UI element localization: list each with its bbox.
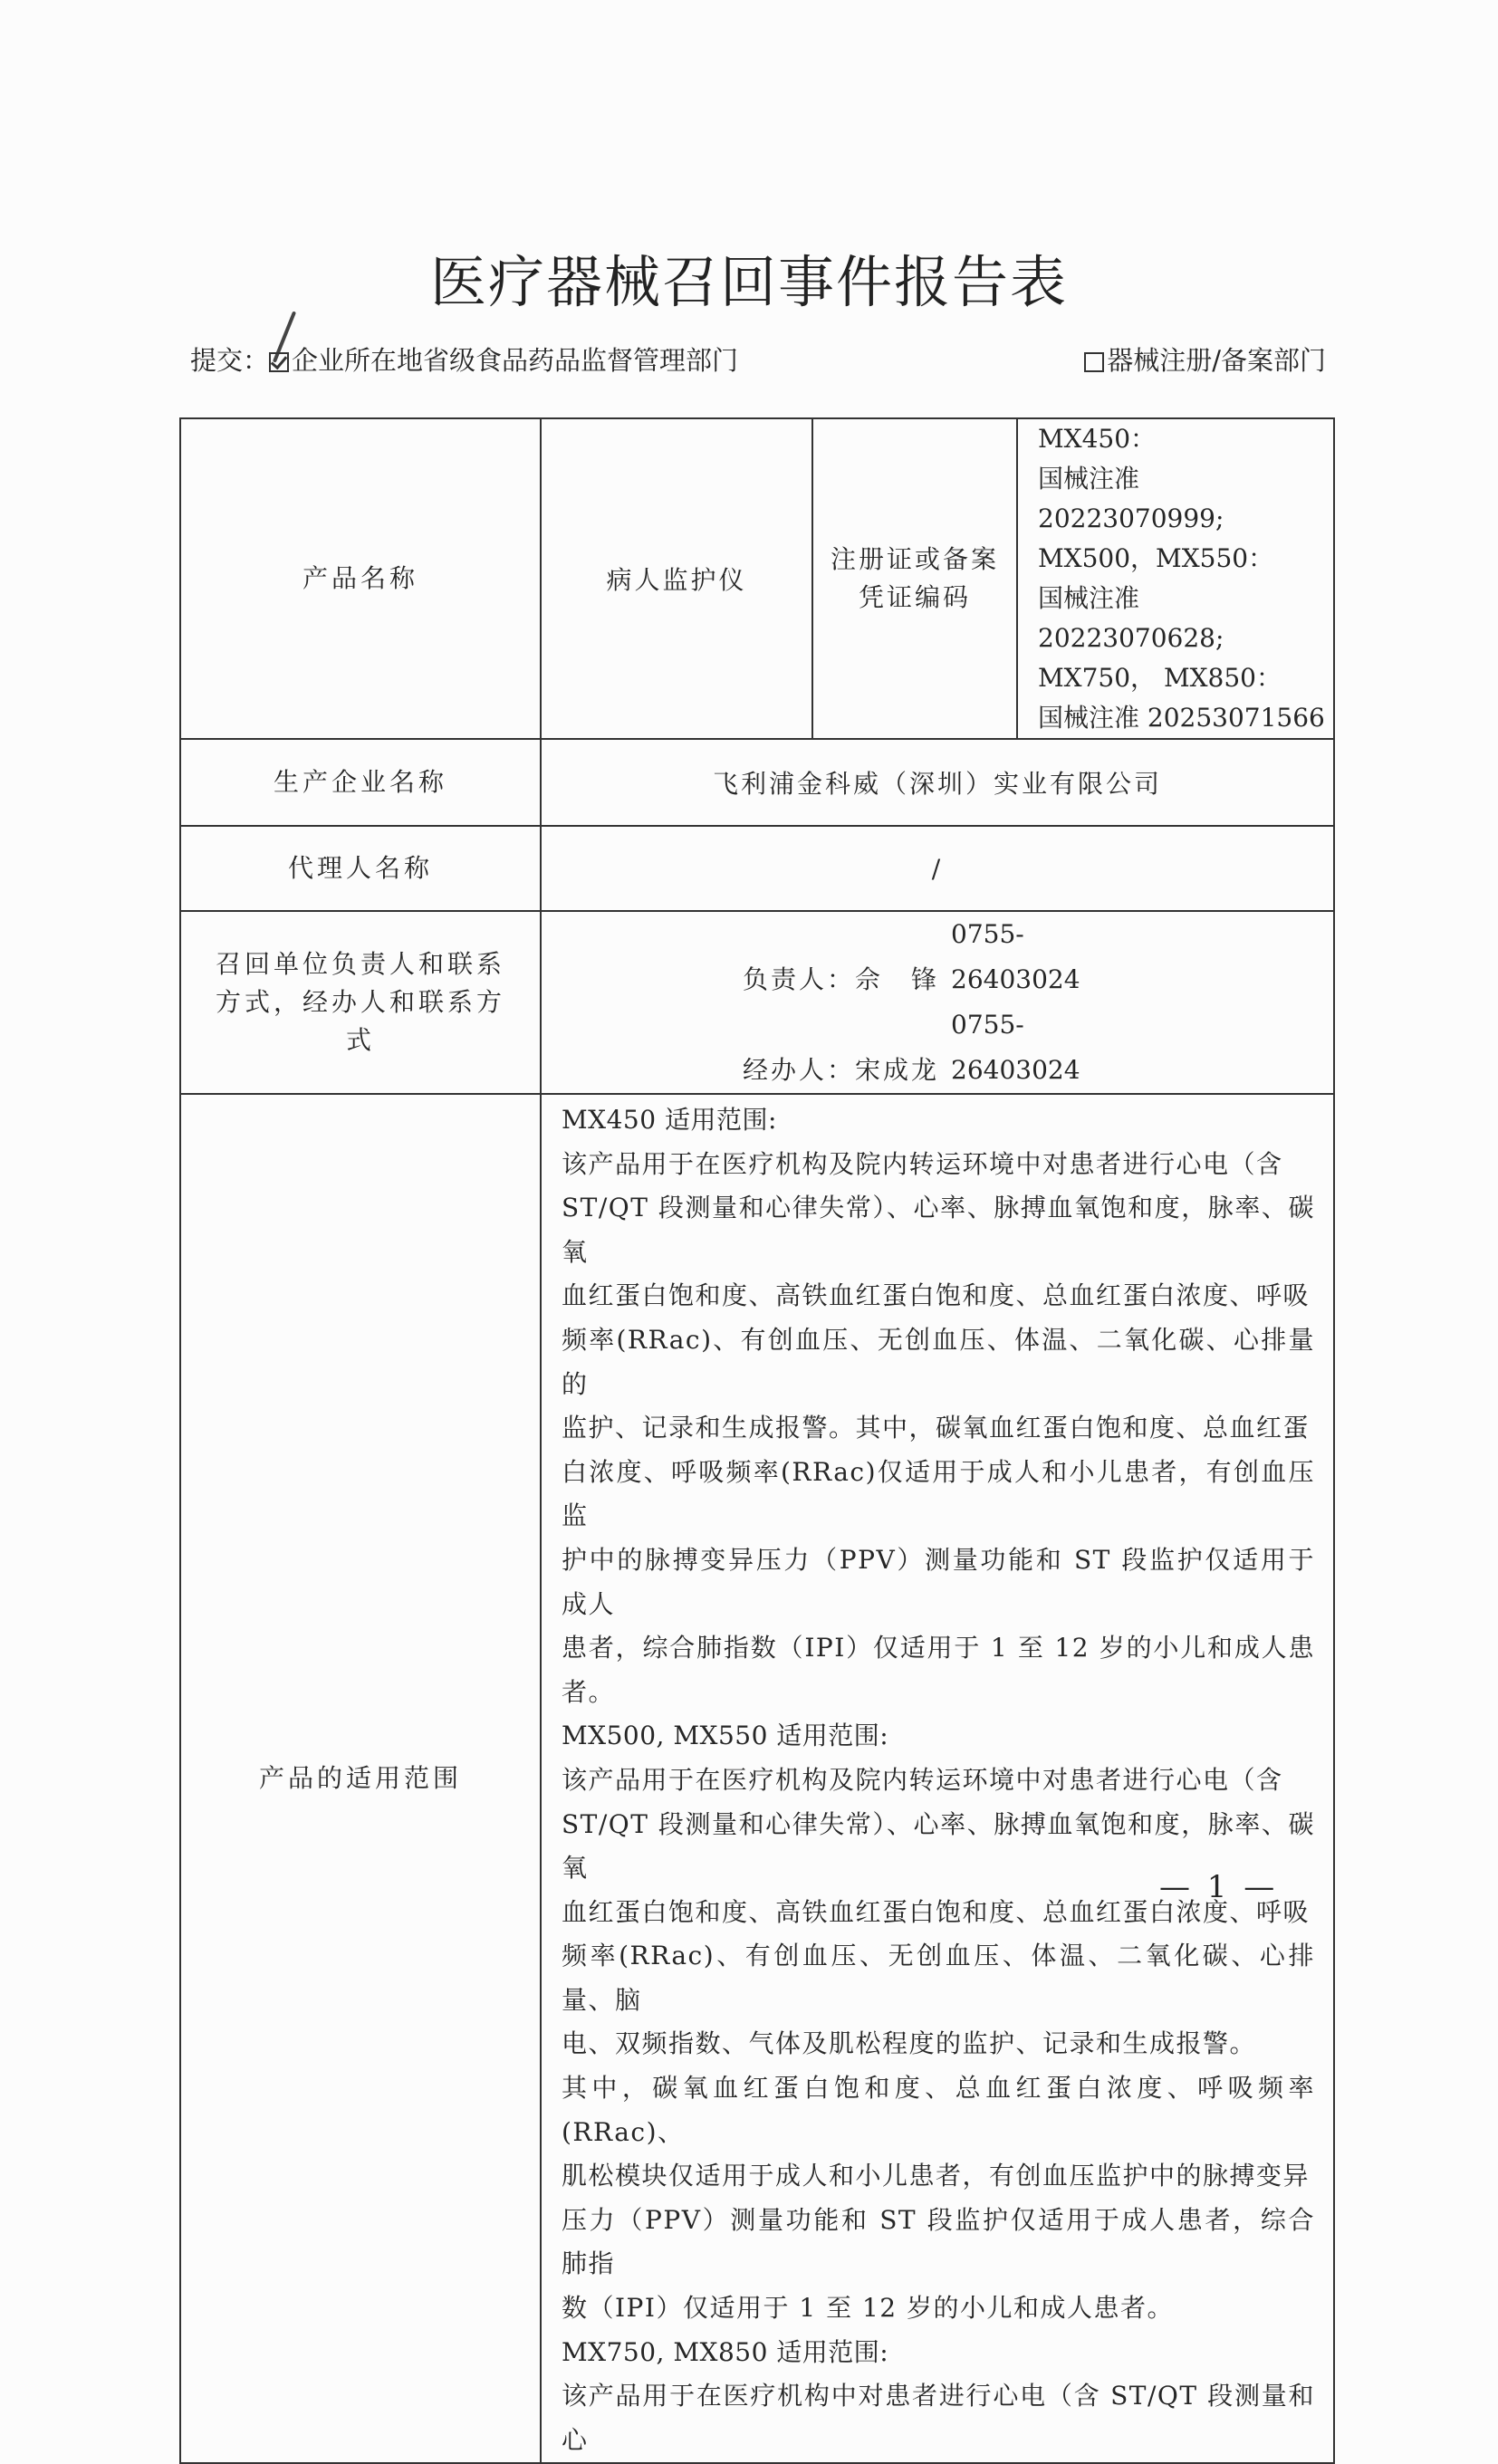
reg-no-line: MX450： — [1038, 424, 1157, 454]
contact-role: 负责人：佘 锋 — [743, 964, 940, 994]
scope-line: 压力（PPV）测量功能和 ST 段监护仅适用于成人患者，综合肺指 — [562, 2204, 1315, 2279]
scope-line: 白浓度、呼吸频率(RRac)仅适用于成人和小儿患者，有创血压监 — [562, 1456, 1315, 1531]
scope-line: 数（IPI）仅适用于 1 至 12 岁的小儿和成人患者。 — [562, 2293, 1175, 2324]
scope-line: 频率(RRac)、有创血压、无创血压、体温、二氧化碳、心排量、脑 — [562, 1941, 1315, 2015]
contact-phone: 0755-26403024 — [951, 1010, 1080, 1085]
scope-line: ST/QT 段测量和心律失常）、心率、脉搏血氧饱和度，脉率、碳氧 — [562, 1808, 1315, 1884]
scope-line: ST/QT 段测量和心律失常）、心率、脉搏血氧饱和度，脉率、碳氧 — [562, 1193, 1315, 1267]
scope-line: 该产品用于在医疗机构及院内转运环境中对患者进行心电（含 — [562, 1148, 1283, 1179]
scope-line: 该产品用于在医疗机构中对患者进行心电（含 ST/QT 段测量和心 — [562, 2381, 1315, 2455]
scope-line: 血红蛋白饱和度、高铁血红蛋白饱和度、总血红蛋白浓度、呼吸 — [562, 1280, 1311, 1311]
scope-label: 产品的适用范围 — [180, 1094, 541, 2463]
agent-value: / — [541, 826, 1334, 911]
scope-line: MX500, MX550 适用范围: — [562, 1721, 889, 1751]
contact-phone: 0755-26403024 — [951, 919, 1080, 994]
scope-line: MX450 适用范围: — [562, 1105, 777, 1135]
contact-label: 召回单位负责人和联系方式，经办人和联系方式 — [180, 911, 541, 1094]
table-row — [180, 739, 1334, 826]
submit-row — [190, 340, 1326, 382]
reg-no-line: MX500，MX550： — [1038, 543, 1274, 573]
table-row — [180, 826, 1334, 911]
scope-value — [541, 1094, 1334, 2463]
checkbox-registration-icon[interactable] — [1084, 352, 1104, 372]
scope-line: 护中的脉搏变异压力（PPV）测量功能和 ST 段监护仅适用于成人 — [562, 1544, 1315, 1619]
reg-no-label: 注册证或备案凭证编码 — [812, 418, 1017, 739]
product-name-label: 产品名称 — [180, 418, 541, 739]
product-name-value: 病人监护仪 — [541, 418, 812, 739]
agent-label: 代理人名称 — [180, 826, 541, 911]
page-number: — 1 — — [1159, 1869, 1279, 1905]
scope-line: 该产品用于在医疗机构及院内转运环境中对患者进行心电（含 — [562, 1764, 1283, 1795]
submit-left — [190, 340, 738, 378]
reg-no-line: 国械注准 20223070628; — [1038, 583, 1224, 653]
option-province-label: 企业所在地省级食品药品监督管理部门 — [292, 345, 739, 376]
reg-no-line: MX750， MX850： — [1038, 663, 1282, 693]
option-registration-label: 器械注册/备案部门 — [1107, 345, 1326, 376]
scope-line: 患者，综合肺指数（IPI）仅适用于 1 至 12 岁的小儿和成人患者。 — [562, 1633, 1315, 1707]
page-title: 医疗器械召回事件报告表 — [429, 249, 1068, 315]
contact-line — [542, 912, 1333, 1002]
contact-role: 经办人：宋成龙 — [743, 1055, 940, 1085]
scope-line: 其中，碳氧血红蛋白饱和度、总血红蛋白浓度、呼吸频率(RRac)、 — [562, 2073, 1315, 2147]
table-row — [180, 1094, 1334, 2463]
submit-prefix: 提交： — [190, 345, 270, 376]
table-row — [180, 418, 1334, 739]
scope-line: 监护、记录和生成报警。其中，碳氧血红蛋白饱和度、总血红蛋 — [562, 1413, 1311, 1443]
reg-no-value — [1017, 418, 1334, 739]
manufacturer-label: 生产企业名称 — [180, 739, 541, 826]
scope-line: 频率(RRac)、有创血压、无创血压、体温、二氧化碳、心排量的 — [562, 1324, 1315, 1399]
scope-line: MX750, MX850 适用范围: — [562, 2336, 889, 2367]
report-table — [179, 417, 1335, 2464]
contact-line — [542, 1002, 1333, 1093]
manufacturer-value: 飞利浦金科威（深圳）实业有限公司 — [541, 739, 1334, 826]
submit-right — [1084, 340, 1326, 378]
scope-line: 电、双频指数、气体及肌松程度的监护、记录和生成报警。 — [562, 2028, 1257, 2059]
scope-line: 肌松模块仅适用于成人和小儿患者，有创血压监护中的脉搏变异 — [562, 2161, 1311, 2191]
table-row — [180, 911, 1334, 1094]
checkbox-province-icon[interactable] — [269, 352, 289, 372]
reg-no-line: 国械注准 20223070999; — [1038, 464, 1224, 533]
contact-value — [541, 911, 1334, 1094]
scope-line: 血红蛋白饱和度、高铁血红蛋白饱和度、总血红蛋白浓度、呼吸 — [562, 1896, 1311, 1927]
reg-no-line: 国械注准 20253071566 — [1038, 703, 1325, 733]
